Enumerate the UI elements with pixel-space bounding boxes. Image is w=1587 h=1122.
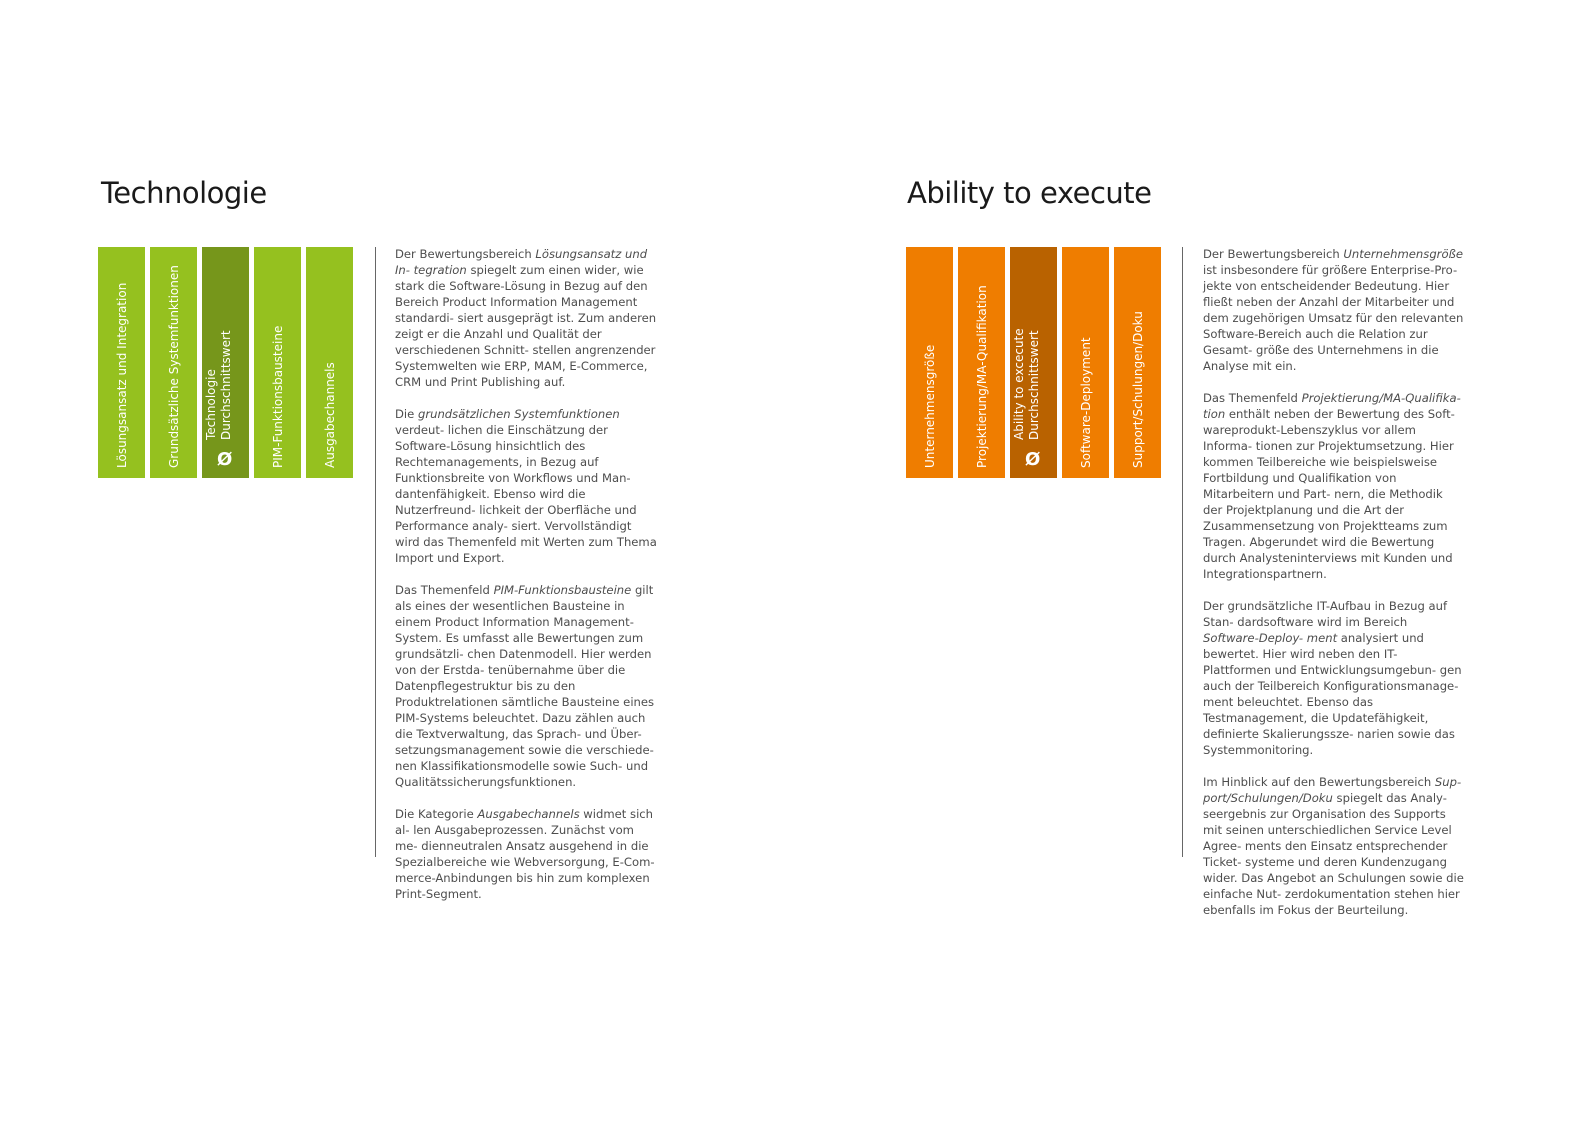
bar-label: Grundsätzliche Systemfunktionen: [166, 265, 181, 468]
emphasis: Lösungsansatz und In- tegration: [395, 247, 648, 277]
emphasis: Projektierung/MA-Qualifika- tion: [1203, 391, 1461, 421]
bar-systemfunktionen: [150, 247, 197, 478]
bar-software-deployment: [1062, 247, 1109, 478]
section-title: Ability to execute: [907, 176, 1152, 210]
paragraph: Im Hinblick auf den Bewertungsbereich Sup- port/Schulungen/Doku spiegelt das Analy- seergebnis zur Organisation des Supports mit seinen unterschiedlichen Service Level Agree- ments den Einsatz entsprechender Ticket- systeme und deren Kundenzugang wider. Das Angebot an Schulungen sowie die einfache Nut- zerdokumentation stehen hier ebenfalls im Fokus der Beurteilung.: [1203, 775, 1464, 917]
bar-label: Projektierung/MA-Qualifikation: [974, 285, 989, 468]
bar-loesungsansatz: [98, 247, 145, 478]
paragraph: Die Kategorie Ausgabechannels widmet sich al- len Ausgabeprozessen. Zunächst vom me- dienneutralen Ansatz ausgehend in die Spezialbereiche wie Webversorgung, E-Com- merce-Anbindungen bis hin zum komplexen Print-Segment.: [395, 807, 655, 901]
bar-ausgabechannels: [306, 247, 353, 478]
bar-support: [1114, 247, 1161, 478]
bar-durchschnittswert: [202, 247, 249, 478]
paragraph: Der Bewertungsbereich Unternehmensgröße ist insbesondere für größere Enterprise-Pro- jekte von entscheidender Bedeutung. Hier fließt neben der Anzahl der Mitarbeiter und dem zugehörigen Umsatz für den relevanten Software-Bereich auch die Relation zur Gesamt- größe des Unternehmens in die Analyse mit ein.: [1203, 247, 1464, 373]
description-text: [1203, 246, 1465, 934]
paragraph: Das Themenfeld Projektierung/MA-Qualifika- tion enthält neben der Bewertung des Soft- wareprodukt-Lebenszyklus vor allem Informa- tionen zur Projektumsetzung. Hier kommen Teilbereiche wie beispielsweise Fortbildung und Qualifikation von Mitarbeitern und Part- nern, die Methodik der Projektplanung und die Art der Zusammensetzung von Projektteams zum Tragen. Abgerundet wird die Bewertung durch Analysteninterviews mit Kunden und Integrationspartnern.: [1203, 391, 1461, 581]
paragraph: Die grundsätzlichen Systemfunktionen verdeut- lichen die Einschätzung der Software-Lösung hinsichtlich des Rechtemanagements, in Bezug auf Funktionsbreite von Workflows und Man- dantenfähigkeit. Ebenso wird die Nutzerfreund- lichkeit der Oberfläche und Performance analy- siert. Vervollständigt wird das Themenfeld mit Werten zum Thema Import und Export.: [395, 407, 657, 565]
bar-durchschnittswert: [1010, 247, 1057, 478]
bar-pim-funktionsbausteine: [254, 247, 301, 478]
bar-label: Ausgabechannels: [322, 362, 337, 468]
bar-label: Support/Schulungen/Doku: [1130, 311, 1145, 468]
bar-unternehmensgroesse: [906, 247, 953, 478]
emphasis: PIM-Funktionsbausteine: [493, 583, 632, 597]
section-title: Technologie: [101, 176, 267, 210]
divider: [1182, 247, 1183, 857]
emphasis: Software-Deploy- ment: [1203, 631, 1338, 645]
emphasis: Ausgabechannels: [477, 807, 580, 821]
bar-label: Unternehmensgröße: [922, 344, 937, 468]
bar-label: Technologie Durchschnittswert: [203, 330, 233, 440]
description-text: [395, 246, 657, 918]
bar-label: Software-Deployment: [1078, 337, 1093, 468]
paragraph: Der Bewertungsbereich Lösungsansatz und In- tegration spiegelt zum einen wider, wie stark die Software-Lösung in Bezug auf den Bereich Product Information Management standardi- siert ausgeprägt ist. Zum anderen zeigt er die Anzahl und Qualität der verschiedenen Schnitt- stellen angrenzender Systemwelten wie ERP, MAM, E-Commerce, CRM und Print Publishing auf.: [395, 247, 657, 389]
divider: [375, 247, 376, 857]
paragraph: Der grundsätzliche IT-Aufbau in Bezug auf Stan- dardsoftware wird im Bereich Software-Deploy- ment analysiert und bewertet. Hier wird neben den IT-Plattformen und Entwicklungsumgebun- gen auch der Teilbereich Konfigurationsmanage- ment beleuchtet. Ebenso das Testmanagement, die Updatefähigkeit, definierte Skalierungssze- narien sowie das Systemmonitoring.: [1203, 599, 1462, 757]
bar-label: PIM-Funktionsbausteine: [270, 325, 285, 468]
paragraph: Das Themenfeld PIM-Funktionsbausteine gilt als eines der wesentlichen Bausteine in einem Product Information Management-System. Es umfasst alle Bewertungen zum grundsätzli- chen Datenmodell. Hier werden von der Erstda- tenübernahme über die Datenpflegestruktur bis zu den Produktrelationen sämtliche Bausteine eines PIM-Systems beleuchtet. Dazu zählen auch die Textverwaltung, das Sprach- und Über- setzungsmanagement sowie die verschiede- nen Klassifikationsmodelle sowie Such- und Qualitätssicherungsfunktionen.: [395, 583, 655, 789]
bar-label: Lösungsansatz und Integration: [114, 282, 129, 468]
emphasis: Unternehmensgröße: [1343, 247, 1463, 261]
bar-label: Ability to excecute Durchschnittswert: [1011, 328, 1041, 440]
emphasis: grundsätzlichen Systemfunktionen: [417, 407, 620, 421]
bar-projektierung: [958, 247, 1005, 478]
average-symbol: Ø: [217, 449, 233, 470]
average-symbol: Ø: [1025, 449, 1041, 470]
emphasis: Sup- port/Schulungen/Doku: [1203, 775, 1462, 805]
